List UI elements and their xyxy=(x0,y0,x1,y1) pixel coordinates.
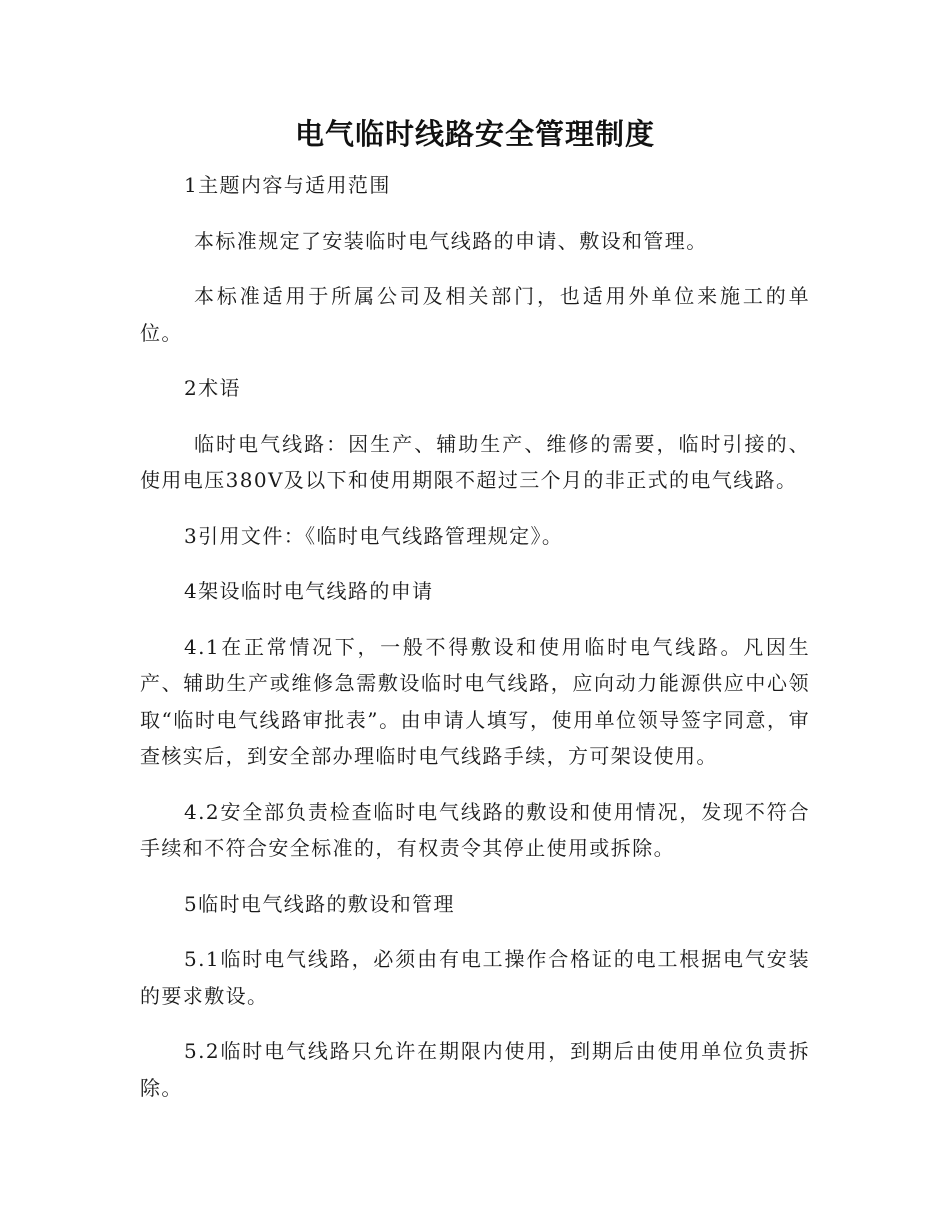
section-heading: 2术语 xyxy=(184,376,241,400)
body-paragraph: 本标准规定了安装临时电气线路的申请、敷设和管理。 xyxy=(194,228,708,253)
clause-paragraph: 5.2临时电气线路只允许在期限内使用，到期后由使用单位负责拆除。 xyxy=(140,1039,810,1100)
section-heading: 5临时电气线路的敷设和管理 xyxy=(184,891,455,916)
clause-paragraph: 4.2安全部负责检查临时电气线路的敷设和使用情况，发现不符合手续和不符合安全标准的，有权责令其停止使用或拆除。 xyxy=(140,799,810,860)
clause-paragraph: 4.1在正常情况下，一般不得敷设和使用临时电气线路。凡因生产、辅助生产或维修急需敷设临时电气线路，应向动力能源供应中心领取“临时电气线路审批表”。由申请人填写，使用单位领导签字同意，审查核实后，到安全部办理临时电气线路手续，方可架设使用。 xyxy=(140,634,810,768)
section-heading: 4架设临时电气线路的申请 xyxy=(184,579,434,603)
document-title: 电气临时线路安全管理制度 xyxy=(294,117,655,151)
section-heading: 3引用文件：《临时电气线路管理规定》。 xyxy=(184,523,564,548)
clause-paragraph: 5.1临时电气线路，必须由有电工操作合格证的电工根据电气安装的要求敷设。 xyxy=(140,947,810,1008)
body-paragraph: 本标准适用于所属公司及相关部门，也适用外单位来施工的单位。 xyxy=(140,284,810,345)
body-paragraph: 临时电气线路：因生产、辅助生产、维修的需要，临时引接的、使用电压380V及以下和使用期限不超过三个月的非正式的电气线路。 xyxy=(140,431,810,492)
section-heading: 1主题内容与适用范围 xyxy=(184,173,391,197)
document-body xyxy=(140,167,810,1125)
